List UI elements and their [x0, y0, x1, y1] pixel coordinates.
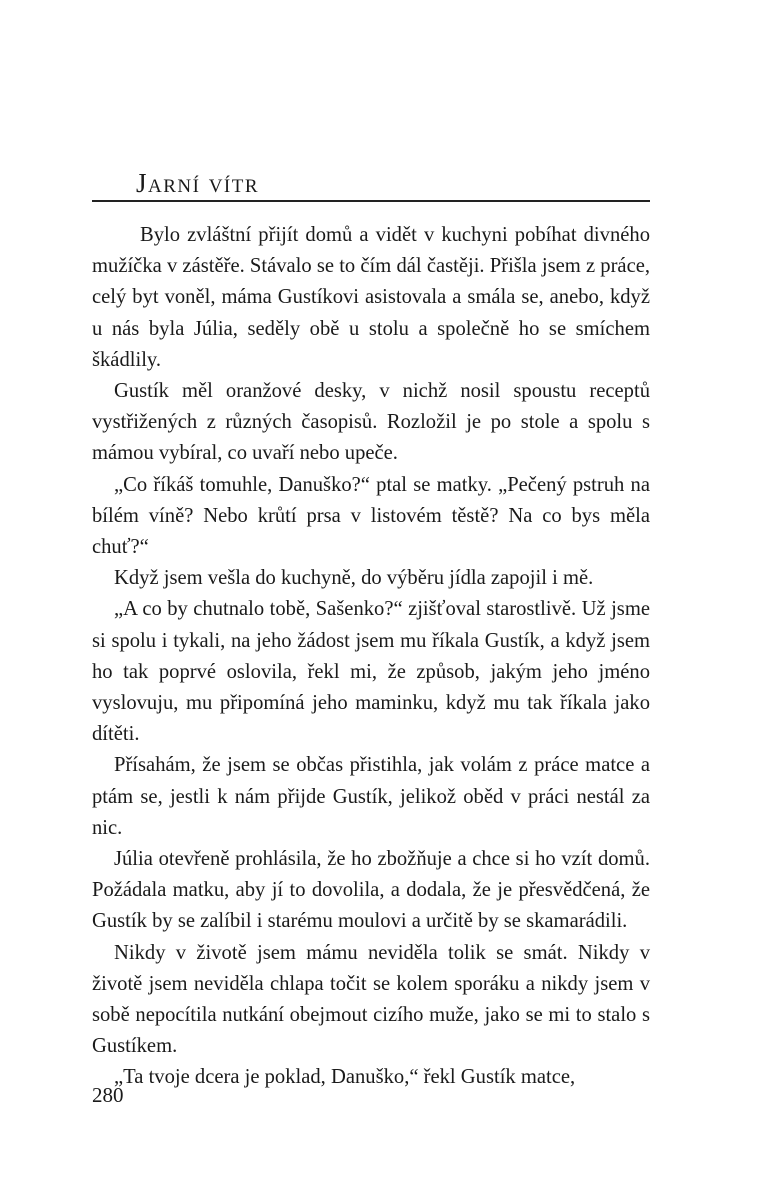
chapter-title: Jarní vítr [136, 168, 260, 198]
paragraph: „Co říkáš tomuhle, Danuško?“ ptal se matky. „Pečený pstruh na bílém víně? Nebo krůtí prsa v listovém těstě? Na co bys měla chuť?“ [92, 473, 650, 559]
title-rule [92, 200, 650, 202]
paragraph: Gustík měl oranžové desky, v nichž nosil spoustu receptů vystřižených z různých časopisů. Rozložil je po stole a spolu s mámou vybíral, co uvaří nebo upeče. [92, 380, 650, 465]
paragraph: Júlia otevřeně prohlásila, že ho zbožňuje a chce si ho vzít domů. Požádala matku, aby jí to dovolila, a dodala, že je přesvědčená, že Gustík by se zalíbil i starému moulovi a určitě by se skamarádili. [92, 848, 650, 933]
paragraph: Když jsem vešla do kuchyně, do výběru jídla zapojil i mě. [114, 567, 594, 590]
paragraph: „A co by chutnalo tobě, Sašenko?“ zjišťoval starostlivě. Už jsme si spolu i tykali, na jeho žádost jsem mu říkala Gustík, a když jsem ho tak poprvé oslovila, řekl mi, že způsob, jakým jeho jméno vyslovuju, mu připomíná jeho maminku, když mu tak říkala jako dítěti. [92, 598, 650, 746]
body-text [92, 220, 650, 1094]
paragraph: Bylo zvláštní přijít domů a vidět v kuchyni pobíhat divného mužíčka v zástěře. Stávalo se to čím dál častěji. Přišla jsem z práce, celý byt voněl, máma Gustíkovi asistovala a smála se, anebo, když u nás byla Júlia, seděly obě u stolu a společně ho se smíchem škádlily. [92, 224, 650, 371]
paragraph: „Ta tvoje dcera je poklad, Danuško,“ řekl Gustík matce, [114, 1066, 576, 1089]
paragraph: Nikdy v životě jsem mámu neviděla tolik se smát. Nikdy v životě jsem neviděla chlapa točit se kolem sporáku a nikdy jsem v sobě nepocítila nutkání obejmout cizího muže, jako se mi to stalo s Gustíkem. [92, 941, 650, 1058]
page-number: 280 [92, 1083, 124, 1107]
paragraph: Přísahám, že jsem se občas přistihla, jak volám z práce matce a ptám se, jestli k nám přijde Gustík, jelikož oběd v práci nestál za nic. [92, 754, 650, 839]
